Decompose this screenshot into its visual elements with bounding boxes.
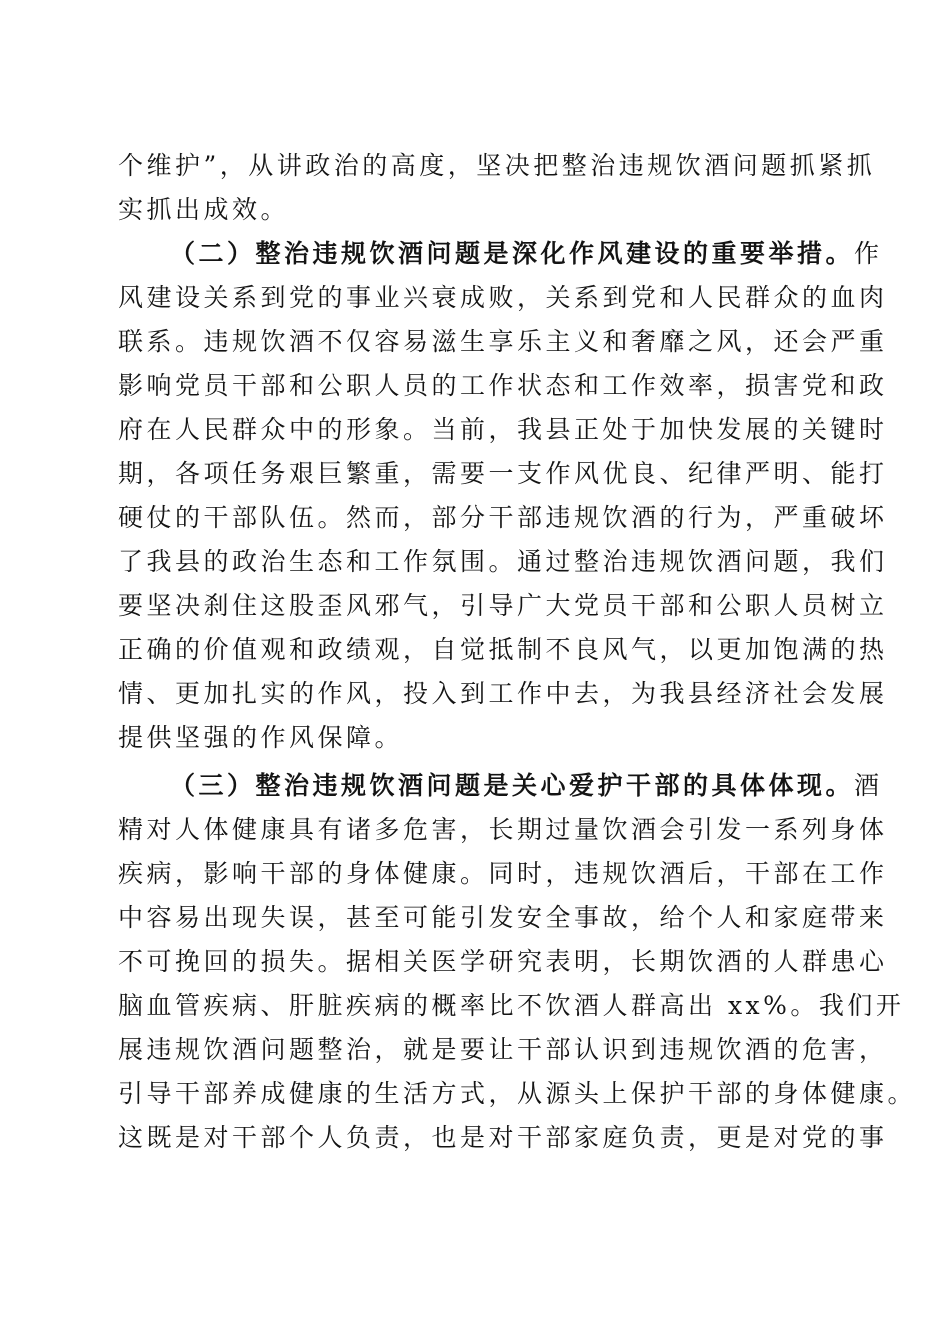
text-line: 脑血管疾病、肝脏疾病的概率比不饮酒人群高出 xx%。我们开: [118, 991, 905, 1020]
section-2-line: [170, 232, 883, 276]
text-fragment: 酒: [854, 771, 883, 800]
text-line: 情、更加扎实的作风，投入到工作中去，为我县经济社会发展: [118, 679, 888, 708]
text-line: 要坚决刹住这股歪风邪气，引导广大党员干部和公职人员树立: [118, 591, 888, 620]
text-line: 这既是对干部个人负责，也是对干部家庭负责，更是对党的事: [118, 1123, 888, 1152]
section-3-line: [170, 764, 883, 808]
text-line: 了我县的政治生态和工作氛围。通过整治违规饮酒问题，我们: [118, 547, 888, 576]
text-line: 精对人体健康具有诸多危害，长期过量饮酒会引发一系列身体: [118, 815, 888, 844]
text-line: 疾病，影响干部的身体健康。同时，违规饮酒后，干部在工作: [118, 859, 888, 888]
text-line: 不可挽回的损失。据相关医学研究表明，长期饮酒的人群患心: [118, 947, 888, 976]
text-line: 硬仗的干部队伍。然而，部分干部违规饮酒的行为，严重破坏: [118, 503, 888, 532]
text-line: 实抓出成效。: [118, 195, 290, 224]
text-line: 影响党员干部和公职人员的工作状态和工作效率，损害党和政: [118, 371, 888, 400]
text-line: 提供坚强的作风保障。: [118, 723, 404, 752]
text-line: 个维护”，从讲政治的高度，坚决把整治违规饮酒问题抓紧抓: [118, 151, 876, 180]
text-line: 期，各项任务艰巨繁重，需要一支作风优良、纪律严明、能打: [118, 459, 888, 488]
section-3-heading: （三）整治违规饮酒问题是关心爱护干部的具体体现。: [170, 771, 855, 800]
section-2-heading: （二）整治违规饮酒问题是深化作风建设的重要举措。: [170, 239, 855, 268]
text-line: 风建设关系到党的事业兴衰成败，关系到党和人民群众的血肉: [118, 283, 888, 312]
text-fragment: 作: [854, 239, 883, 268]
text-line: 中容易出现失误，甚至可能引发安全事故，给个人和家庭带来: [118, 903, 888, 932]
text-line: 府在人民群众中的形象。当前，我县正处于加快发展的关键时: [118, 415, 888, 444]
text-line: 展违规饮酒问题整治，就是要让干部认识到违规饮酒的危害，: [118, 1035, 888, 1064]
text-line: 引导干部养成健康的生活方式，从源头上保护干部的身体健康。: [118, 1079, 917, 1108]
text-line: 正确的价值观和政绩观，自觉抵制不良风气，以更加饱满的热: [118, 635, 888, 664]
text-line: 联系。违规饮酒不仅容易滋生享乐主义和奢靡之风，还会严重: [118, 327, 888, 356]
